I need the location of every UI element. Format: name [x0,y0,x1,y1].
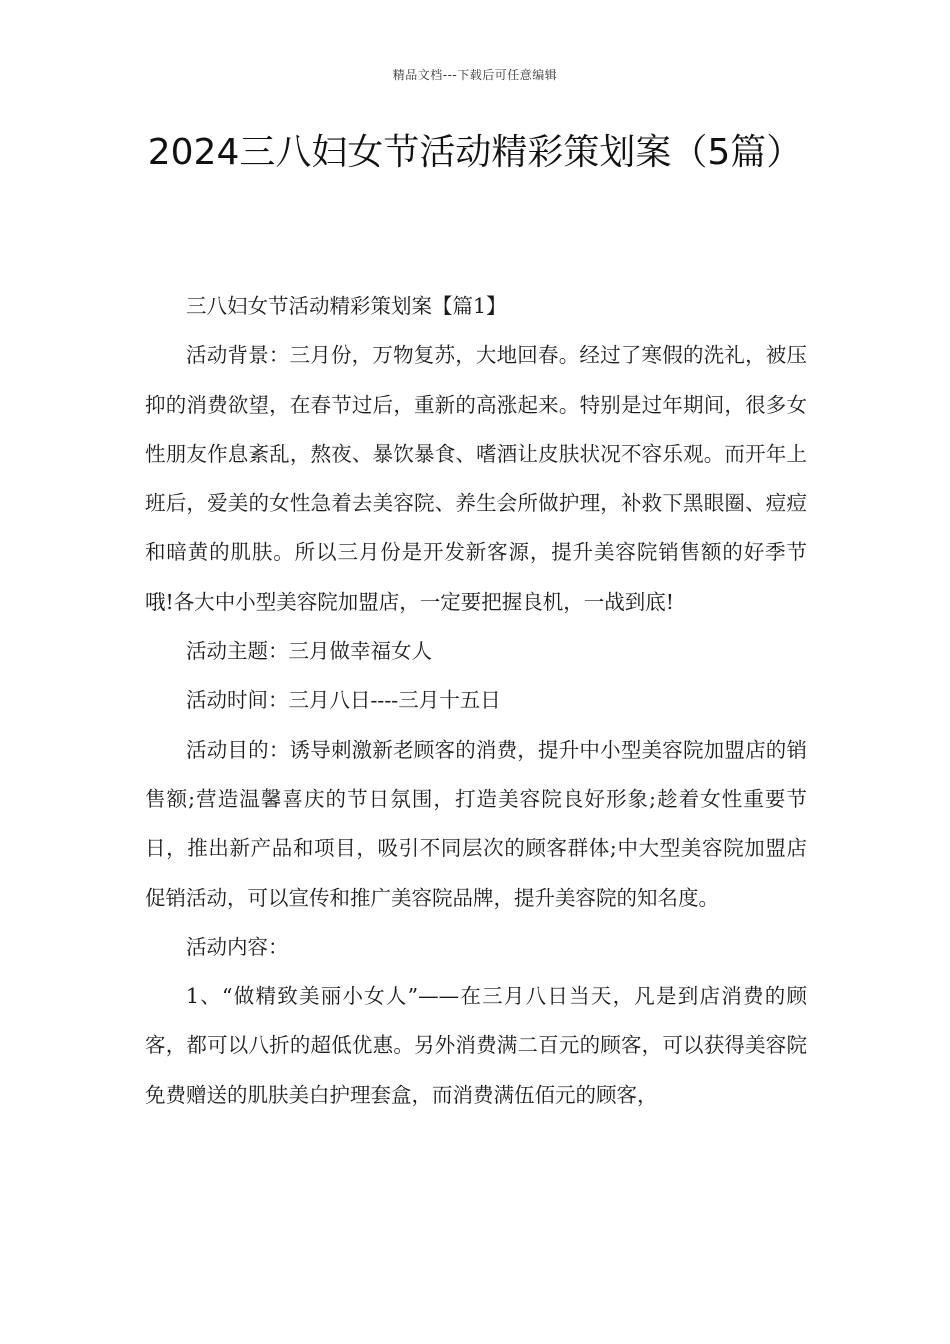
paragraph-content-item-1: 1、“做精致美丽小女人”——在三月八日当天，凡是到店消费的顾客，都可以八折的超低优惠。另外消费满二百元的顾客，可以获得美容院免费赠送的肌肤美白护理套盒，而消费满伍佰元的顾客， [145,984,807,1107]
paragraph-theme: 活动主题：三月做幸福女人 [186,639,432,664]
paragraph-time: 活动时间：三月八日----三月十五日 [186,688,501,713]
document-title: 2024三八妇女节活动精彩策划案（5篇） [147,132,803,173]
paragraph-background: 活动背景：三月份，万物复苏，大地回春。经过了寒假的洗礼，被压抑的消费欲望，在春节过后，重新的高涨起来。特别是过年期间，很多女性朋友作息紊乱，熬夜、暴饮暴食、嗜酒让皮肤状况不容乐观。而开年上班后，爱美的女性急着去美容院、养生会所做护理，补救下黑眼圈、痘痘和暗黄的肌肤。所以三月份是开发新客源，提升美容院销售额的好季节哦!各大中小型美容院加盟店，一定要把握良机，一战到底! [145,343,807,614]
paragraph-purpose: 活动目的：诱导刺激新老顾客的消费，提升中小型美容院加盟店的销售额;营造温馨喜庆的节日氛围，打造美容院良好形象;趁着女性重要节日，推出新产品和项目，吸引不同层次的顾客群体;中大型美容院加盟店促销活动，可以宣传和推广美容院品牌，提升美容院的知名度。 [145,737,807,910]
header-note: 精品文档---下载后可任意编辑 [392,68,558,82]
paragraph-content-heading: 活动内容： [186,934,289,959]
document-body [145,282,807,1120]
section-heading: 三八妇女节活动精彩策划案【篇1】 [186,294,507,318]
